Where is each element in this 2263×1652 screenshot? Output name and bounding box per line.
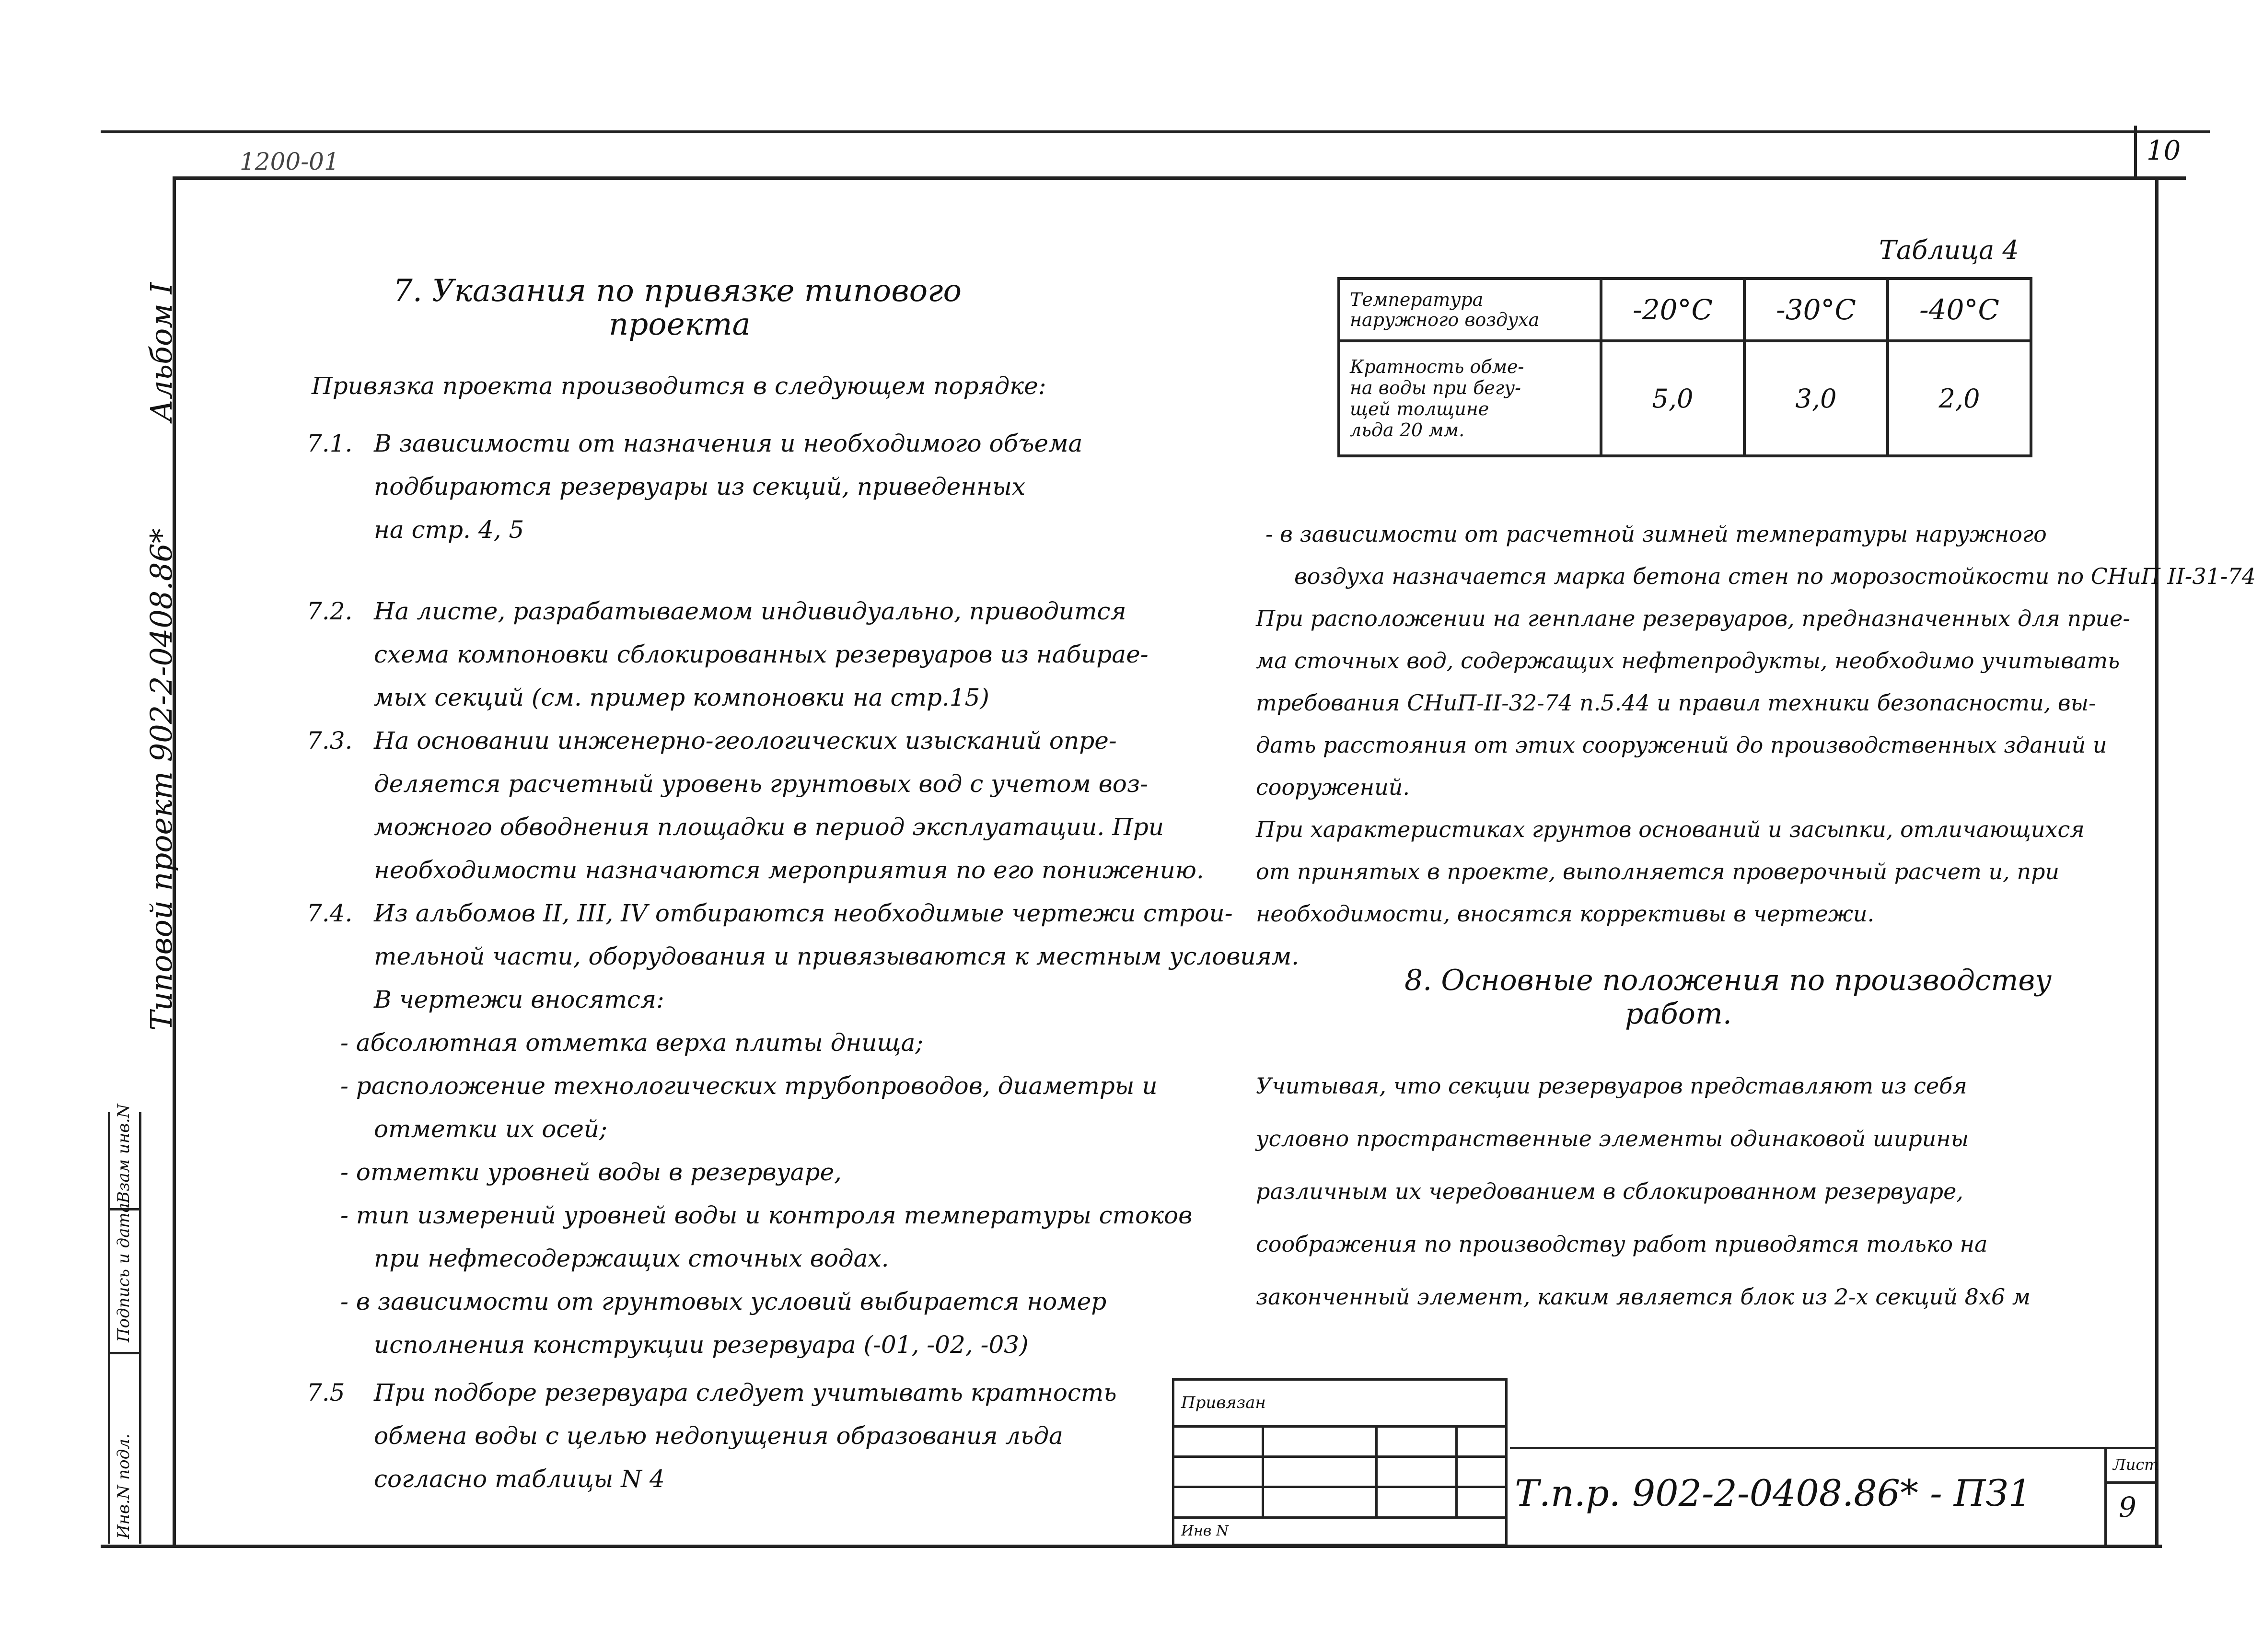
attached-label: Привязан (1173, 1380, 1507, 1427)
item-7-3 (307, 719, 1218, 892)
section-8-body (1256, 1059, 2147, 1323)
right-text-line: - в зависимости от расчетной зимней температуры наружного (1265, 521, 2047, 547)
top-left-code: 1200-01 (240, 148, 339, 175)
item-line: При подборе резервуара следует учитывать кратность (374, 1379, 1117, 1407)
album-label: Альбом I (144, 282, 179, 422)
table-value-cell: 5,0 (1601, 341, 1744, 456)
right-text-line: дать расстояния от этих сооружений до производственных зданий и (1256, 732, 2107, 758)
item-line: подбираются резервуары из секций, приведенных (374, 473, 1026, 500)
item-line: схема компоновки сблокированных резервуаров из набирае- (374, 640, 1149, 668)
right-text-line: При характеристиках грунтов оснований и засыпки, отличающихся (1256, 816, 2085, 842)
sheet-box-left (2104, 1447, 2107, 1547)
table-temp-cell: -30°C (1744, 279, 1888, 341)
item-line: На листе, разрабатываемом индивидуально, приводится (374, 597, 1126, 625)
page-number: 10 (2147, 135, 2181, 166)
item-line: на стр. 4, 5 (374, 516, 524, 544)
item-line: В чертежи вносятся: (374, 986, 664, 1013)
table-temp-cell: -40°C (1888, 279, 2031, 341)
item-line: согласно таблицы N 4 (374, 1465, 665, 1493)
section-8-line: законченный элемент, каким является блок из 2-х секций 8х6 м (1256, 1284, 2031, 1310)
item-line: тельной части, оборудования и привязываются к местным условиям. (374, 942, 1300, 970)
bullet-line: - отметки уровней воды в резервуаре, (340, 1158, 842, 1186)
item-line: На основании инженерно-геологических изысканий опре- (374, 727, 1117, 755)
sheet-number: 9 (2119, 1491, 2136, 1524)
right-text-line: воздуха назначается марка бетона стен по морозостойкости по СНиП II-31-74 (1294, 563, 2256, 589)
table-4 (1337, 277, 2032, 457)
inv-label: Инв N (1173, 1517, 1507, 1545)
section-8-title: 8. Основные положения по производству (1404, 964, 2052, 997)
item-number: 7.5 (307, 1379, 345, 1407)
right-text-line: необходимости, вносятся коррективы в чертежи. (1256, 901, 1875, 927)
item-line: можного обводнения площадки в период эксплуатации. При (374, 813, 1164, 841)
bullet-line: - расположение технологических трубопроводов, диаметры и (340, 1072, 1158, 1100)
item-number: 7.2. (307, 597, 353, 625)
item-7-5 (307, 1371, 1218, 1501)
section-8-line: условно пространственные элементы одинаковой ширины (1256, 1126, 1969, 1152)
section-7-intro: Привязка проекта производится в следующем порядке: (312, 372, 1046, 400)
item-line: мых секций (см. пример компоновки на стр.15) (374, 684, 989, 711)
frame-right (2155, 176, 2159, 1547)
table-value-cell: 2,0 (1888, 341, 2031, 456)
bullet-line: - в зависимости от грунтовых условий выбирается номер (340, 1288, 1107, 1315)
section-8-line: соображения по производству работ приводятся только на (1256, 1231, 1988, 1257)
table-header-line: щей толщине (1350, 398, 1489, 419)
sheet-label: Лист (2113, 1455, 2159, 1474)
item-line: деляется расчетный уровень грунтовых вод с учетом воз- (374, 770, 1149, 798)
side-stamp-cell: Взам инв.N (114, 1104, 133, 1203)
bullet-line: при нефтесодержащих сточных водах. (374, 1245, 889, 1272)
sheet-box-div (2104, 1481, 2157, 1484)
side-stamp-line (108, 1112, 110, 1544)
section-7-title: 7. Указания по привязке типового (393, 273, 962, 309)
bullet-list (307, 1021, 1218, 1366)
right-text-line: от принятых в проекте, выполняется проверочный расчет и, при (1256, 859, 2060, 884)
table-value-cell: 3,0 (1744, 341, 1888, 456)
side-stamp-div2 (108, 1352, 141, 1354)
item-7-2 (307, 590, 1218, 719)
stamp-top-rule (1510, 1447, 2157, 1449)
section-8-line: различным их чередованием в сблокированном резервуаре, (1256, 1178, 1963, 1204)
project-label: Типовой проект 902-2-0408.86* (144, 528, 179, 1031)
table-4-caption: Таблица 4 (1879, 235, 2019, 265)
table-temp-cell: -20°C (1601, 279, 1744, 341)
item-number: 7.4. (307, 899, 353, 927)
right-text-block (1256, 513, 2256, 935)
side-stamp-cell: Подпись и дата (114, 1203, 133, 1342)
item-number: 7.1. (307, 430, 353, 457)
side-stamp-line-inner (139, 1112, 141, 1544)
bullet-line: - тип измерений уровней воды и контроля температуры стоков (340, 1201, 1193, 1229)
item-line: обмена воды с целью недопущения образования льда (374, 1422, 1063, 1450)
top-rule (101, 130, 2210, 133)
right-text-line: При расположении на генплане резервуаров, предназначенных для прие- (1256, 605, 2130, 631)
right-text-line: сооружений. (1256, 774, 1410, 800)
table-header-line: на воды при бегу- (1350, 377, 1521, 398)
item-line: необходимости назначаются мероприятия по его понижению. (374, 856, 1204, 884)
table-header-line: Температура (1350, 289, 1484, 310)
item-7-4 (307, 892, 1300, 1021)
frame-top (173, 176, 2186, 180)
right-text-line: требования СНиП-II-32-74 п.5.44 и правил техники безопасности, вы- (1256, 690, 2096, 716)
item-line: В зависимости от назначения и необходимого объема (374, 430, 1083, 457)
item-7-1 (307, 422, 1218, 551)
frame-bottom (101, 1545, 2162, 1548)
item-line: Из альбомов II, III, IV отбираются необходимые чертежи строи- (374, 899, 1233, 927)
bullet-line: отметки их осей; (374, 1115, 607, 1143)
section-8-line: Учитывая, что секции резервуаров представляют из себя (1256, 1073, 1967, 1099)
attachment-stamp (1172, 1378, 1508, 1546)
section-8-title-cont: работ. (1625, 997, 1732, 1031)
document-designation: Т.п.р. 902-2-0408.86* - ПЗ1 (1515, 1472, 2031, 1514)
table-header-line: Кратность обме- (1350, 356, 1524, 377)
section-7-title-cont: проекта (609, 307, 751, 342)
table-header-line: наружного воздуха (1350, 309, 1540, 330)
item-number: 7.3. (307, 727, 353, 755)
bullet-line: - абсолютная отметка верха плиты днища; (340, 1029, 924, 1057)
page-number-divider (2134, 126, 2137, 177)
side-stamp-cell: Инв.N подл. (114, 1433, 133, 1539)
table-header-line: льда 20 мм. (1350, 419, 1465, 441)
bullet-line: исполнения конструкции резервуара (-01, -02, -03) (374, 1331, 1029, 1359)
table-header-cell (1339, 341, 1601, 456)
right-text-line: ма сточных вод, содержащих нефтепродукты, необходимо учитывать (1256, 648, 2120, 674)
table-header-cell (1339, 279, 1601, 341)
